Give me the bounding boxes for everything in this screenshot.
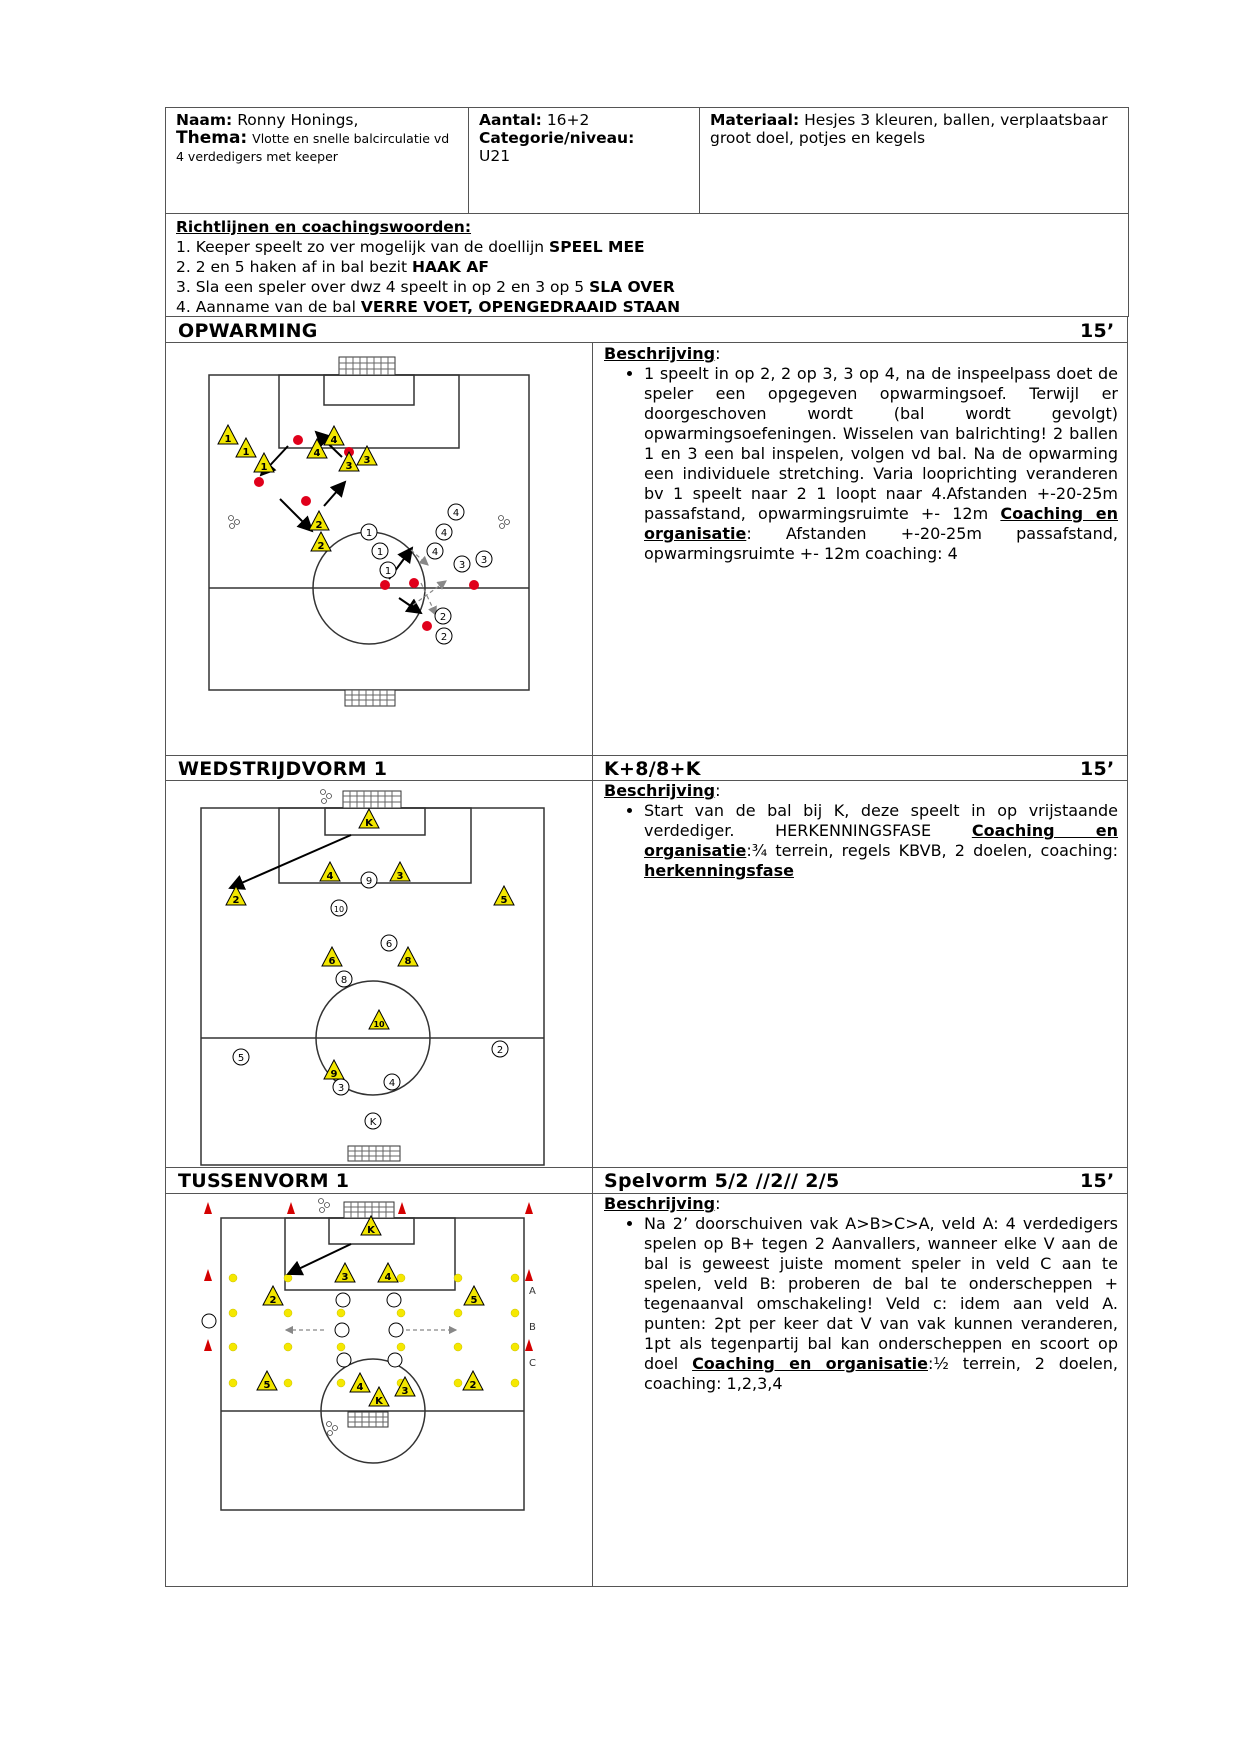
svg-text:3: 3 [341, 1272, 349, 1283]
svg-text:2: 2 [439, 612, 447, 623]
svg-text:3: 3 [363, 455, 371, 466]
desc-heading: Beschrijving [604, 1194, 716, 1213]
section-subtitle-tussenvorm: Spelvorm 5/2 //2// 2/5 [604, 1170, 840, 1192]
diagram-tussenvorm [166, 1194, 591, 1586]
svg-text:2: 2 [469, 1380, 477, 1391]
svg-text:4: 4 [330, 435, 338, 446]
svg-text:2: 2 [315, 520, 323, 531]
svg-text:6: 6 [385, 939, 393, 950]
section-title-opwarming: OPWARMING [178, 320, 318, 342]
svg-text:2: 2 [232, 895, 240, 906]
svg-text:1: 1 [242, 447, 250, 458]
svg-text:A: A [529, 1286, 536, 1297]
categorie-value: U21 [479, 147, 511, 165]
guidelines-cell [165, 213, 1129, 317]
materiaal-value: Hesjes 3 kleuren, ballen, verplaatsbaar groot doel, potjes en kegels [710, 111, 1108, 147]
header-aantal-cell [468, 107, 700, 214]
categorie-label: Categorie/niveau: [479, 129, 635, 147]
svg-text:8: 8 [404, 956, 412, 967]
svg-text:3: 3 [345, 461, 353, 472]
guideline-2: 2. 2 en 5 haken af in bal bezit HAAK AF [176, 258, 489, 276]
opwarming-divider-top [592, 317, 593, 342]
guideline-4: 4. Aanname van de bal VERRE VOET, OPENGEDRAAID STAAN [176, 298, 681, 316]
row-line-4 [165, 1167, 1128, 1168]
materiaal-label: Materiaal: [710, 111, 800, 129]
svg-text:4: 4 [313, 448, 321, 459]
svg-text:1: 1 [260, 462, 268, 473]
svg-text:3: 3 [401, 1386, 409, 1397]
svg-text:4: 4 [388, 1078, 396, 1089]
vertical-divider [592, 342, 593, 1587]
svg-text:10: 10 [333, 905, 345, 914]
svg-text:4: 4 [356, 1382, 364, 1393]
description-tussenvorm: Beschrijving: • Na 2’ doorschuiven vak A>B>C>A, veld A: 4 verdedigers spelen op B+ tegen 2 Aanvallers, wanneer elke V aan de bal is geweest juiste moment speler in veld C aan te spelen, veld B: proberen de bal te onderscheppen + tegenaanval omschakeling! Veld c: idem aan veld A. punten: 2pt per keer dat V van vak kunnen veranderen, 1pt als tegenpartij bal kan onderscheppen en scoort op doel Coaching en organisatie:½ terrein, 2 doelen, coaching: 1,2,3,4 [604, 1194, 1118, 1394]
svg-text:2: 2 [269, 1295, 277, 1306]
svg-text:B: B [529, 1322, 536, 1333]
svg-text:4: 4 [440, 528, 448, 539]
description-opwarming: Beschrijving: • 1 speelt in op 2, 2 op 3, 3 op 4, na de inspeelpass doet de speler een opgegeven opwarmingsoef. Terwijl er doorgeschoven wordt (bal wordt gevolgt) opwarmingsoefeningen. Wisselen van balrichting! 2 ballen 1 en 3 een bal inspelen, volgen vd bal. Na de opwarming een individuele stretching. Varia looprichting veranderen bv 1 speelt naar 2 1 loopt naar 4.Afstanden +-20-25m passafstand, opwarmingsruimte +- 12m Coaching en organisatie: Afstanden +-20-25m passafstand, opwarmingsruimte +- 12m coaching: 4 [604, 344, 1118, 564]
svg-text:4: 4 [326, 871, 334, 882]
svg-text:K: K [375, 1396, 383, 1407]
naam-label: Naam: [176, 111, 233, 129]
aantal-label: Aantal: [479, 111, 542, 129]
svg-text:1: 1 [365, 528, 373, 539]
svg-text:3: 3 [396, 871, 404, 882]
header-materiaal-cell [699, 107, 1129, 214]
svg-text:9: 9 [330, 1069, 338, 1080]
desc-item: • Start van de bal bij K, deze speelt in op vrijstaande verdediger. HERKENNINGSFASE Coaching en organisatie:¾ terrein, regels KBVB, 2 doelen, coaching: herkenningsfase [644, 801, 1118, 881]
thema-value: Vlotte en snelle balcirculatie vd 4 verdedigers met keeper [176, 131, 450, 164]
svg-text:1: 1 [224, 434, 232, 445]
svg-text:K: K [367, 1225, 375, 1236]
zone-labels [529, 1286, 536, 1369]
svg-text:2: 2 [440, 632, 448, 643]
section-duration-wedstrijdvorm: 15’ [1080, 758, 1115, 780]
svg-text:3: 3 [337, 1083, 345, 1094]
section-duration-tussenvorm: 15’ [1080, 1170, 1115, 1192]
svg-text:10: 10 [373, 1020, 385, 1029]
svg-text:9: 9 [365, 876, 373, 887]
svg-text:4: 4 [384, 1272, 392, 1283]
guideline-1: 1. Keeper speelt zo ver mogelijk van de doellijn SPEEL MEE [176, 238, 645, 256]
svg-text:K: K [369, 1117, 377, 1128]
guidelines-title: Richtlijnen en coachingswoorden: [176, 218, 472, 236]
desc-heading: Beschrijving [604, 344, 716, 363]
row-line-2 [165, 755, 1128, 756]
description-wedstrijdvorm: Beschrijving: • Start van de bal bij K, deze speelt in op vrijstaande verdediger. HERKENNINGSFASE Coaching en organisatie:¾ terrein, regels KBVB, 2 doelen, coaching: herkenningsfase [604, 781, 1118, 881]
svg-text:1: 1 [376, 547, 384, 558]
svg-text:3: 3 [480, 555, 488, 566]
svg-text:5: 5 [500, 895, 508, 906]
player-circles [233, 872, 508, 1129]
desc-item: • 1 speelt in op 2, 2 op 3, 3 op 4, na de inspeelpass doet de speler een opgegeven opwarmingsoef. Terwijl er doorgeschoven wordt (bal wordt gevolgt) opwarmingsoefeningen. Wisselen van balrichting! 2 ballen 1 en 3 een bal inspelen, volgen vd bal. Na de opwarming een individuele stretching. Varia looprichting veranderen bv 1 speelt naar 2 1 loopt naar 4.Afstanden +-20-25m passafstand, opwarmingsruimte +- 12m Coaching en organisatie: Afstanden +-20-25m passafstand, opwarmingsruimte +- 12m coaching: 4 [644, 364, 1118, 564]
svg-text:5: 5 [237, 1053, 245, 1064]
header-name-cell [165, 107, 469, 214]
svg-text:6: 6 [328, 956, 336, 967]
naam-value: Ronny Honings, [237, 111, 359, 129]
svg-text:2: 2 [496, 1045, 504, 1056]
section-duration-opwarming: 15’ [1080, 320, 1115, 342]
section-title-wedstrijdvorm: WEDSTRIJDVORM 1 [178, 758, 388, 780]
svg-text:4: 4 [452, 508, 460, 519]
svg-text:K: K [365, 818, 373, 829]
svg-text:4: 4 [431, 547, 439, 558]
thema-label: Thema: [176, 128, 248, 148]
svg-text:5: 5 [470, 1295, 478, 1306]
svg-text:1: 1 [384, 566, 392, 577]
guideline-3: 3. Sla een speler over dwz 4 speelt in op 2 en 3 op 5 SLA OVER [176, 278, 675, 296]
diagram-opwarming [166, 343, 591, 754]
section-title-tussenvorm: TUSSENVORM 1 [178, 1170, 350, 1192]
svg-text:5: 5 [263, 1380, 271, 1391]
svg-text:8: 8 [340, 975, 348, 986]
section-subtitle-wedstrijdvorm: K+8/8+K [604, 758, 701, 780]
diagram-wedstrijdvorm [166, 781, 591, 1166]
svg-text:C: C [529, 1358, 536, 1369]
desc-item: • Na 2’ doorschuiven vak A>B>C>A, veld A: 4 verdedigers spelen op B+ tegen 2 Aanvallers, wanneer elke V aan de bal is geweest juiste moment speler in veld C aan te spelen, veld B: proberen de bal te onderscheppen + tegenaanval omschakeling! Veld c: idem aan veld A. punten: 2pt per keer dat V van vak kunnen veranderen, 1pt als tegenpartij bal kan onderscheppen en scoort op doel Coaching en organisatie:½ terrein, 2 doelen, coaching: 1,2,3,4 [644, 1214, 1118, 1394]
svg-text:3: 3 [458, 560, 466, 571]
aantal-value: 16+2 [546, 111, 590, 129]
svg-text:2: 2 [317, 541, 325, 552]
desc-heading: Beschrijving [604, 781, 716, 800]
